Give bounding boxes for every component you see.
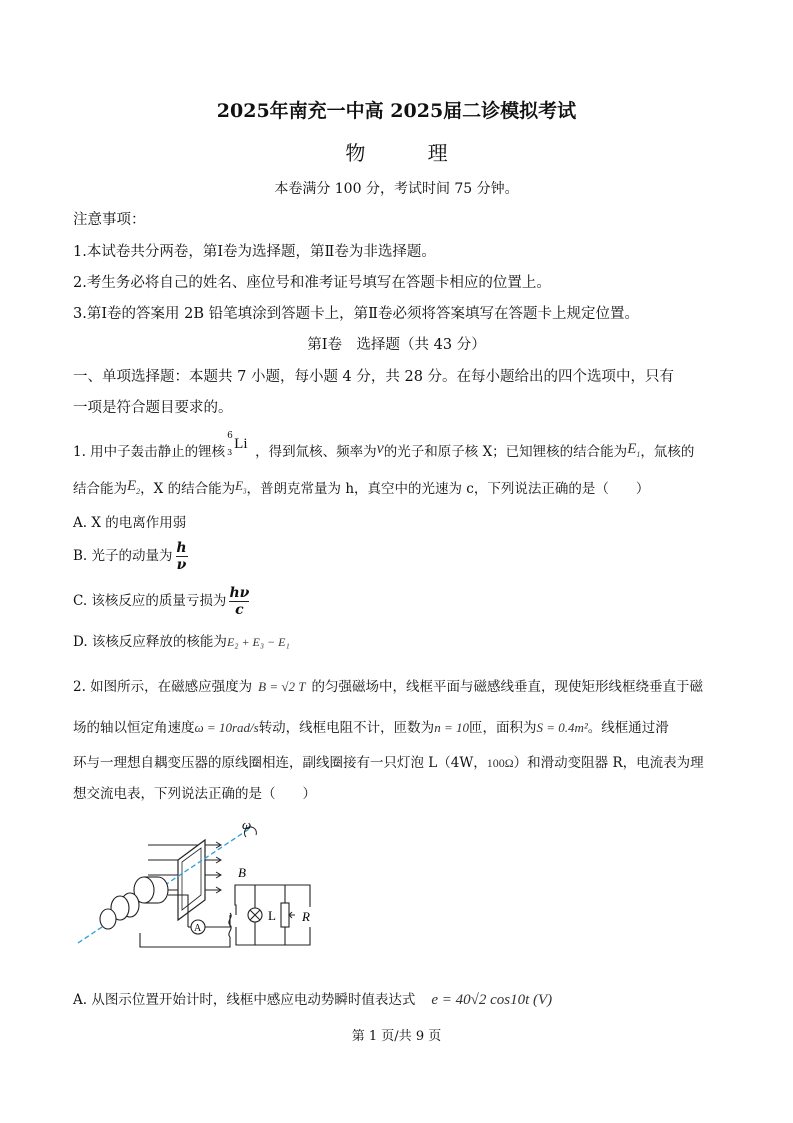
- generator-circuit-figure: [70, 815, 330, 955]
- note-item-1: 1.本试卷共分两卷，第Ⅰ卷为选择题，第Ⅱ卷为非选择题。: [73, 244, 436, 260]
- note-item-2: 2.考生务必将自己的姓名、座位号和准考证号填写在答题卡相应的位置上。: [73, 275, 551, 291]
- e2-symbol: $E_2$: [127, 478, 141, 496]
- full-score-note: 本卷满分 100 分，考试时间 75 分钟。: [274, 181, 519, 197]
- q2-stem-line1: 2. 如图所示，在磁感应强度为 B = √2 T 的匀强磁场中，线框平面与磁感线垂直，现使矩形线框绕垂直于磁: [73, 679, 703, 695]
- q1-text-a: 1. 用中子轰击静止的锂核: [73, 444, 226, 460]
- slip-rings: [100, 877, 168, 929]
- section-1-intro-line1: 一、单项选择题：本题共 7 小题，每小题 4 分，共 28 分。在每小题给出的四个选项中，只有: [73, 369, 675, 385]
- q1-stem-line2: 结合能为$E_2$，X 的结合能为$E_3$，普朗克常量为 h，真空中的光速为 c，下列说法正确的是（ ）: [73, 478, 650, 497]
- lithium-nuclide: 6 3 Li: [227, 431, 248, 457]
- q1-option-b: B. 光子的动量为 $\frac{h}{\nu}$: [73, 540, 187, 573]
- section-1-intro-line2: 一项是符合题目要求的。: [73, 400, 233, 416]
- rheostat-label: R: [302, 909, 310, 924]
- q1-stem-line1: 1. 用中子轰击静止的锂核 6 3 Li ，得到氚核、频率为ν的光子和原子核 X；已知锂核的结合能为$E_1$，氚核的: [73, 431, 695, 460]
- q1-option-d: D. 该核反应释放的核能为E₂ + E₃ − E₁: [73, 634, 290, 650]
- q1-option-c-fraction: $\frac{h\nu}{c}$: [229, 585, 250, 618]
- e3-symbol: $E_3$: [235, 478, 247, 496]
- q1-option-a: A. X 的电离作用弱: [73, 515, 187, 531]
- field-label: B: [238, 865, 246, 880]
- section-1-title: 第Ⅰ卷 选择题（共 43 分）: [307, 337, 486, 353]
- q2-stem-line3: 环与一理想自耦变压器的原线圈相连，副线圈接有一只灯泡 L（4W，100Ω）和滑动变阻器 R，电流表为理: [73, 755, 704, 771]
- e1-symbol: $E_1$: [627, 441, 641, 459]
- q1-option-c: C. 该核反应的质量亏损为 $\frac{h\nu}{c}$: [73, 585, 250, 618]
- ammeter-label: A: [194, 923, 202, 934]
- q2-stem-line4: 想交流电表，下列说法正确的是（ ）: [73, 786, 316, 802]
- q2-option-a: A. 从图示位置开始计时，线框中感应电动势瞬时值表达式 e = 40√2 cos10t (V): [73, 992, 553, 1008]
- subject-title: 物 理: [345, 141, 476, 165]
- note-item-3: 3.第Ⅰ卷的答案用 2B 铅笔填涂到答题卡上，第Ⅱ卷必须将答案填写在答题卡上规定位置。: [73, 306, 640, 322]
- omega-label: ω: [242, 817, 252, 832]
- q1-option-b-fraction: $\frac{h}{\nu}$: [176, 540, 187, 573]
- nu-symbol: ν: [376, 440, 384, 457]
- q2-stem-line2: 场的轴以恒定角速度ω = 10rad/s转动，线框电阻不计，匝数为n = 10匝，面积为S = 0.4m²。线框通过滑: [73, 720, 669, 736]
- rheostat-icon: [281, 903, 289, 927]
- exam-title: 2025年南充一中高 2025届二诊模拟考试: [216, 100, 577, 122]
- notes-heading: 注意事项：: [73, 212, 146, 228]
- page-footer: 第 1 页/共 9 页: [351, 1029, 442, 1044]
- lamp-label: L: [268, 908, 276, 923]
